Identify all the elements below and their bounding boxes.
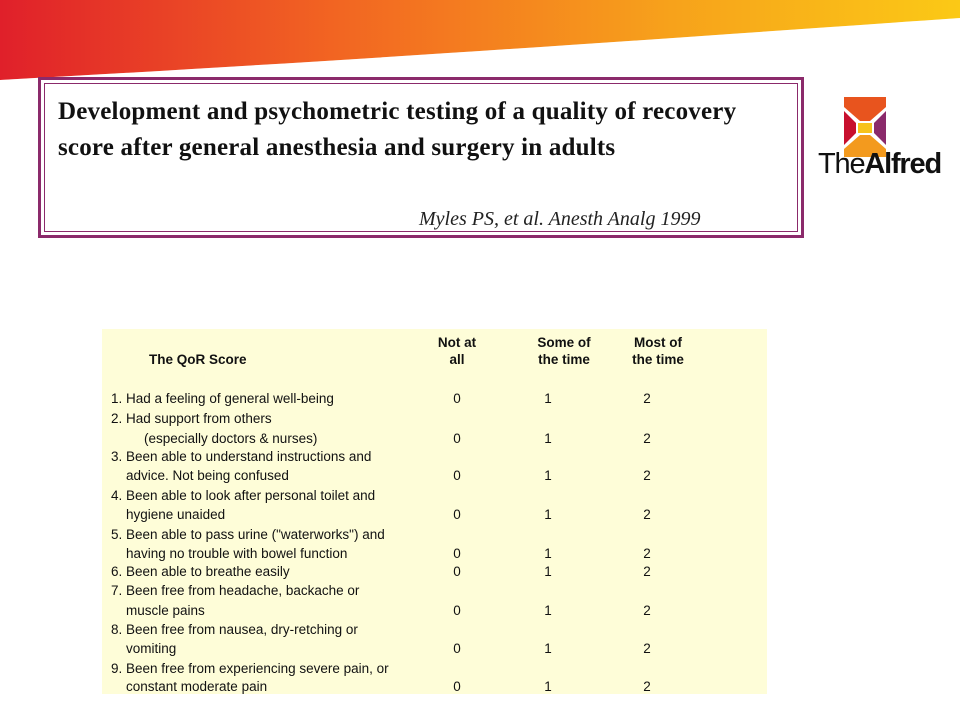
score-some-of-the-time: 1 bbox=[544, 546, 552, 561]
score-most-of-the-time: 2 bbox=[643, 431, 651, 446]
row-text-continued: advice. Not being confused bbox=[126, 468, 289, 483]
score-not-at-all: 0 bbox=[453, 431, 461, 446]
col-header-all: all bbox=[449, 352, 465, 367]
qor-score-table bbox=[102, 329, 767, 694]
score-some-of-the-time: 1 bbox=[544, 679, 552, 694]
score-most-of-the-time: 2 bbox=[643, 546, 651, 561]
score-some-of-the-time: 1 bbox=[544, 391, 552, 406]
col-header-not-at: Not at bbox=[437, 335, 477, 350]
title-box bbox=[38, 77, 804, 238]
score-not-at-all: 0 bbox=[453, 564, 461, 579]
score-some-of-the-time: 1 bbox=[544, 468, 552, 483]
row-text-continued: muscle pains bbox=[126, 603, 205, 618]
score-most-of-the-time: 2 bbox=[643, 641, 651, 656]
col-header-most-of: Most of bbox=[634, 335, 682, 350]
logo-word-alfred: Alfred bbox=[864, 148, 941, 180]
header-banner bbox=[0, 0, 960, 80]
row-text: 3. Been able to understand instructions and bbox=[111, 449, 372, 464]
row-text-continued: (especially doctors & nurses) bbox=[144, 431, 318, 446]
row-text-continued: vomiting bbox=[126, 641, 177, 656]
score-most-of-the-time: 2 bbox=[643, 564, 651, 579]
score-not-at-all: 0 bbox=[453, 507, 461, 522]
score-not-at-all: 0 bbox=[453, 641, 461, 656]
score-most-of-the-time: 2 bbox=[643, 391, 651, 406]
row-text-continued: hygiene unaided bbox=[126, 507, 226, 522]
score-not-at-all: 0 bbox=[453, 603, 461, 618]
row-text: 4. Been able to look after personal toilet and bbox=[111, 488, 376, 503]
row-text: 8. Been free from nausea, dry-retching or bbox=[111, 622, 358, 637]
score-some-of-the-time: 1 bbox=[544, 641, 552, 656]
score-not-at-all: 0 bbox=[453, 679, 461, 694]
score-not-at-all: 0 bbox=[453, 546, 461, 561]
score-some-of-the-time: 1 bbox=[544, 564, 552, 579]
row-text: 5. Been able to pass urine ("waterworks") and bbox=[111, 527, 385, 542]
score-most-of-the-time: 2 bbox=[643, 603, 651, 618]
score-not-at-all: 0 bbox=[453, 391, 461, 406]
score-most-of-the-time: 2 bbox=[643, 468, 651, 483]
score-some-of-the-time: 1 bbox=[544, 603, 552, 618]
col-header-the-time-2: the time bbox=[632, 352, 684, 367]
row-text: 2. Had support from others bbox=[111, 411, 272, 426]
row-text: 6. Been able to breathe easily bbox=[111, 564, 290, 579]
row-text-continued: having no trouble with bowel function bbox=[126, 546, 348, 561]
row-text: 1. Had a feeling of general well-being bbox=[111, 391, 334, 406]
row-text: 9. Been free from experiencing severe pain, or bbox=[111, 661, 389, 676]
col-header-some-of: Some of bbox=[537, 335, 591, 350]
row-text-continued: constant moderate pain bbox=[126, 679, 268, 694]
score-most-of-the-time: 2 bbox=[643, 507, 651, 522]
slide-title: Development and psychometric testing of a quality of recovery score after general anesthesia and surgery in adults bbox=[58, 98, 737, 161]
score-most-of-the-time: 2 bbox=[643, 679, 651, 694]
score-not-at-all: 0 bbox=[453, 468, 461, 483]
table-header-label: The QoR Score bbox=[149, 352, 247, 367]
alfred-logo-wordmark bbox=[818, 148, 941, 181]
logo-word-the: The bbox=[818, 148, 865, 180]
score-some-of-the-time: 1 bbox=[544, 431, 552, 446]
citation: Myles PS, et al. Anesth Analg 1999 bbox=[419, 208, 701, 230]
row-text: 7. Been free from headache, backache or bbox=[111, 583, 360, 598]
col-header-the-time-1: the time bbox=[538, 352, 590, 367]
score-some-of-the-time: 1 bbox=[544, 507, 552, 522]
